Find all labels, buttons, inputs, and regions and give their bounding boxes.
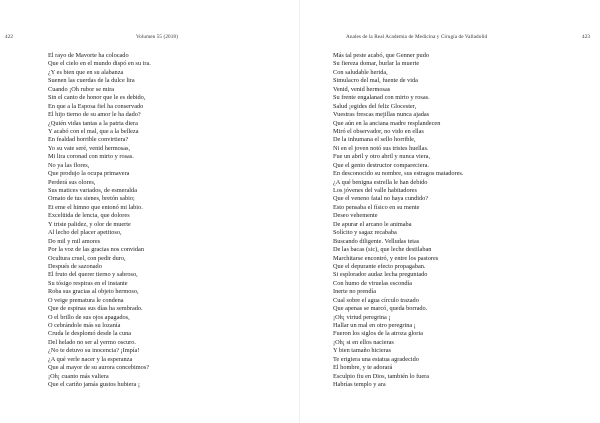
poem-verses — [48, 52, 258, 390]
verse-line: Perderá sus olores, — [48, 178, 96, 186]
verse-line: Inerte no prendía — [333, 288, 377, 296]
verse-line: En desconocido su nombre, sus estragos matadores. — [333, 170, 464, 178]
verse-line: Que el cielo en el mundo dispó en su ira. — [48, 60, 151, 68]
verse-line: Que el depurante efecto propagaban. — [333, 262, 426, 270]
verse-line: Después de sazonado — [48, 262, 102, 270]
verse-line: ¿Y es bien que en su alabanza — [48, 68, 124, 76]
verse-line: Te erigiera una estatua agradecido — [333, 355, 419, 363]
page-number: 422 — [5, 34, 14, 40]
poem-verses — [333, 52, 563, 390]
verse-line: Hallar un mal en otro peregrina ¡ — [333, 322, 416, 329]
verse-line: De apurar el arcano le animaba — [333, 220, 412, 228]
verse-line: ¿A qué benigna estrella le han debido — [333, 178, 428, 186]
verse-line: Que el veneno fatal no haya cundido? — [333, 195, 429, 203]
verse-line: Que el cariño jamás gustos hubiera ¡ — [48, 381, 140, 389]
verse-line: Ornato de tus sienes, bretón sabio; — [48, 195, 135, 203]
verse-line: Cruda le desplomó desde la cuna — [48, 330, 132, 338]
verse-line: Su fiereza domar, burlar la muerte — [333, 60, 420, 68]
verse-line: Por la voz de las gracias nos convidan — [48, 246, 144, 254]
verse-line: Sin el canto de honor que le es debido, — [48, 94, 146, 102]
verse-line: Esto pensaba el físico en su mente — [333, 203, 420, 211]
verse-line: Que produjo la ocupa primavera — [48, 170, 130, 178]
verse-line: Roba sus gracias al objeto hermoso, — [48, 288, 139, 296]
verse-line: Y acabó con el mal, que a la belleza — [48, 127, 139, 135]
verse-line: Suenen las cuerdas de la dulce lira — [48, 77, 135, 85]
verse-line: Y triste palidez, y olor de muerte — [48, 220, 131, 228]
verse-line: Que aún en la anciana madre resplandecen — [333, 119, 441, 127]
verse-line: Cuando ¡Oh rubor se mira — [48, 85, 115, 93]
verse-line: Si esplorador audaz lecha preguntado — [333, 271, 428, 279]
verse-line: Y bien tamaño hicieras — [333, 347, 391, 355]
running-head: Anales de la Real Academia de Medicina y Cirugía de Valladolid — [346, 34, 488, 40]
verse-line: Et eme el himno que entonó mi labio. — [48, 203, 143, 211]
verse-line: Su tósigo respiras en el instante — [48, 279, 128, 287]
verse-line: ¿No te detuvo su inocencia? ¡Impía! — [48, 347, 140, 355]
verse-line: Habrías templo y ara — [333, 381, 386, 389]
verse-line: Venid, venid hermosas — [333, 85, 391, 93]
verse-line: Su frente engalanad con mirto y rosas. — [333, 94, 430, 102]
verse-line: El hijo tierno de su amor le ha dado? — [48, 111, 141, 119]
verse-line: ¿Quién vidas tantas a la patria diera — [48, 119, 138, 127]
verse-line: Los jóvenes del valle habitadores — [333, 187, 417, 194]
verse-line: Más tal peste acabó, que Genner pudo — [333, 52, 429, 59]
verse-line: Marchitarse encontró, y entre los pastores — [333, 254, 439, 262]
verse-line: Simulacro del mal, fuente de vida — [333, 77, 418, 85]
verse-line: Del helado no ser al yermo oscuro. — [48, 338, 136, 346]
verse-line: En que a la Esposa fiel ha conservado — [48, 102, 144, 110]
verse-line: O veige prematura le condena — [48, 296, 124, 304]
verse-line: Cual sobre el agua círculo trazado — [333, 296, 419, 304]
verse-line: De las bacas (sic), que leche destilaban — [333, 246, 432, 254]
right-page — [300, 0, 600, 423]
verse-line: Do mil y mil amores — [48, 237, 101, 245]
verse-line: Ni en el joven notó sus tristes huellas. — [333, 144, 429, 152]
verse-line: Que de espinas sus días ha sembrado. — [48, 305, 143, 313]
verse-line: ¡Oh¡ cuanto más valiera — [48, 372, 109, 380]
verse-line: Buscando diligente. Velludas tetas — [333, 237, 420, 245]
verse-line: O cebrándole más su lozanía — [48, 322, 121, 329]
verse-line: Ocultura cruel, con pedir duro, — [48, 254, 126, 262]
verse-line: Mi lira coronad con mirto y rosas. — [48, 153, 134, 161]
verse-line: ¡Oh¡ virtud peregrina ¡ — [333, 313, 391, 321]
verse-line: Esculpio fiu en Dios, también lo fuera — [333, 372, 430, 380]
verse-line: Con saludable herida, — [333, 68, 388, 76]
verse-line: Al lecho del placer apetitoso, — [48, 229, 122, 237]
verse-line: Yo su vate seré, venid hermosas, — [48, 144, 131, 152]
verse-line: Que apenas se marcó, queda borrado. — [333, 305, 428, 313]
running-head: Volumen 55 (2018) — [136, 34, 178, 40]
verse-line: En fealdad horrible convirtiera? — [48, 136, 129, 144]
verse-line: El fruto del querer tierno y sabroso, — [48, 271, 138, 279]
verse-line: El rayo de Mavorte ha colocado — [48, 52, 129, 59]
verse-line: Que el genio destructor compareciera. — [333, 161, 429, 169]
verse-line: Salud ¡egides del feliz Glocester, — [333, 102, 417, 110]
verse-line: Deseo vehemente — [333, 212, 378, 220]
verse-line: ¿A qué verle nacer y la esperanza — [48, 355, 133, 363]
verse-line: Que al mayor de su aurora concebimos? — [48, 364, 150, 372]
verse-line: Sus matices variados, de esmeralda — [48, 187, 138, 194]
verse-line: Solícito y sagaz recababa — [333, 229, 397, 237]
verse-line: Excelüida de lencia, que dolores — [48, 212, 130, 220]
verse-line: O el brillo de sus ojos apagados, — [48, 313, 130, 321]
verse-line: De la inhumana el sello horrible, — [333, 136, 416, 144]
verse-line: Fueron los siglos de la atroza gloria — [333, 330, 423, 338]
verse-line: ¡Oh¡ si en ellos nacieras — [333, 338, 394, 346]
verse-line: Miró el observador, no vido en ellas — [333, 127, 424, 135]
verse-line: Fue un abril y otro abril y nunca viera, — [333, 153, 431, 161]
verse-line: El hombre, y te adorará — [333, 364, 393, 372]
verse-line: Con humo de viruelas escondía — [333, 279, 413, 287]
verse-line: No ya las flores, — [48, 161, 90, 169]
page-number: 423 — [582, 34, 591, 40]
verse-line: Vuestras frescas mejillas nunca ajadas — [333, 111, 430, 119]
